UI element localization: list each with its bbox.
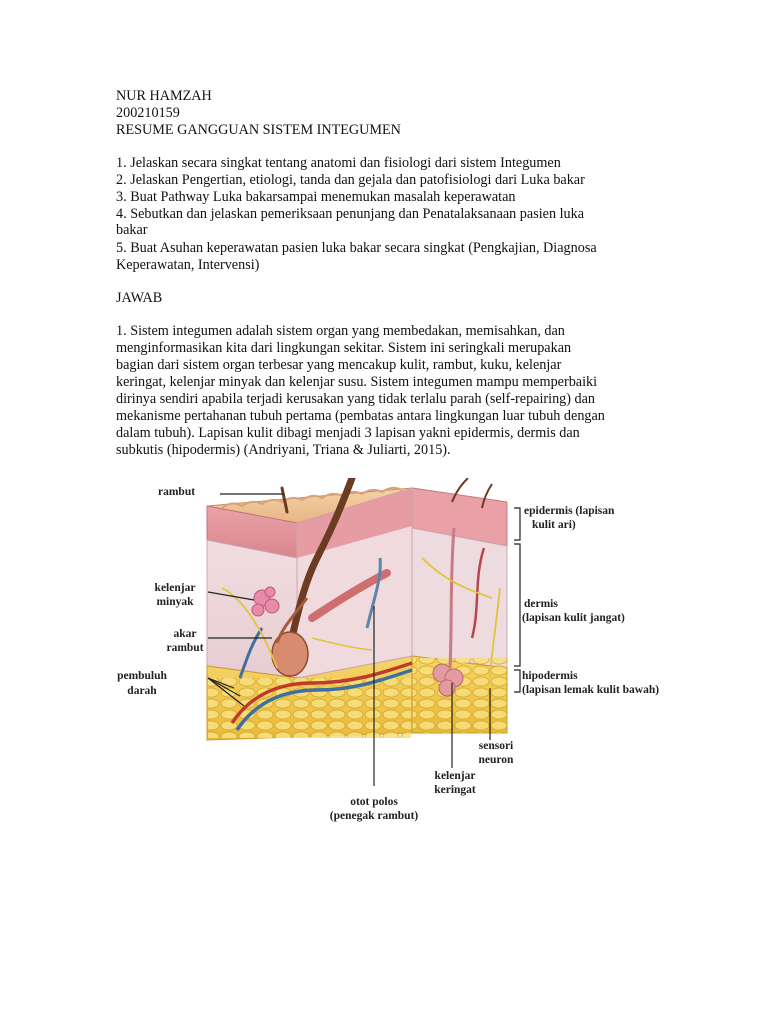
answer-line: mekanisme pertahanan tubuh pertama (pembatas antara lingkungan luar tubuh dengan [116, 408, 605, 424]
answer-line: menginformasikan kita dari lingkungan sekitar. Sistem ini seringkali merupakan [116, 340, 572, 356]
label-hipodermis-1: hipodermis [522, 670, 578, 682]
label-akar-rambut-2: rambut [166, 642, 204, 654]
document-title: RESUME GANGGUAN SISTEM INTEGUMEN [116, 122, 401, 138]
question-line: 4. Sebutkan dan jelaskan pemeriksaan penunjang dan Penatalaksanaan pasien luka [116, 206, 585, 222]
student-id: 200210159 [116, 105, 180, 121]
answer-line: dirinya sendiri apabila terjadi kerusakan yang tidak terlalu parah (self-repairing) dan [116, 391, 596, 407]
question-line: 2. Jelaskan Pengertian, etiologi, tanda dan gejala dan patofisiologi dari Luka bakar [116, 172, 585, 188]
answer-line: keringat, kelenjar minyak dan kelenjar susu. Sistem integumen mampu memperbaiki [116, 374, 598, 390]
label-otot-polos-2: (penegak rambut) [329, 810, 419, 822]
label-hipodermis-2: (lapisan lemak kulit bawah) [522, 684, 660, 696]
skin-anatomy-figure [112, 478, 677, 828]
label-otot-polos-1: otot polos [350, 796, 398, 808]
label-epidermis-1: epidermis (lapisan [524, 505, 615, 517]
question-line: 1. Jelaskan secara singkat tentang anatomi dan fisiologi dari sistem Integumen [116, 155, 561, 171]
label-epidermis-2: kulit ari) [532, 519, 576, 531]
label-kelenjar-keringat-1: kelenjar [434, 770, 476, 782]
label-sensori-neuron-1: sensori [478, 740, 514, 752]
label-kelenjar-keringat-2: keringat [434, 784, 476, 796]
answer-line: dalam tubuh). Lapisan kulit dibagi menjadi 3 lapisan yakni epidermis, dermis dan [116, 425, 580, 441]
label-dermis-1: dermis [524, 598, 558, 610]
answer-line: 1. Sistem integumen adalah sistem organ yang membedakan, memisahkan, dan [116, 323, 565, 339]
question-line: Keperawatan, Intervensi) [116, 257, 260, 273]
label-sensori-neuron-2: neuron [478, 754, 514, 766]
label-pembuluh-darah-1: pembuluh [117, 670, 167, 682]
question-line: 5. Buat Asuhan keperawatan pasien luka bakar secara singkat (Pengkajian, Diagnosa [116, 240, 597, 256]
answer-line: bagian dari sistem organ terbesar yang mencakup kulit, rambut, kuku, kelenjar [116, 357, 562, 373]
answer-line: subkutis (hipodermis) (Andriyani, Triana & Juliarti, 2015). [116, 442, 451, 458]
question-line: bakar [116, 222, 148, 238]
label-akar-rambut-1: akar [173, 628, 197, 640]
label-kelenjar-minyak-2: minyak [156, 596, 194, 608]
label-pembuluh-darah-2: darah [127, 685, 157, 697]
label-kelenjar-minyak-1: kelenjar [154, 582, 196, 594]
label-rambut: rambut [158, 486, 196, 498]
question-line: 3. Buat Pathway Luka bakarsampai menemukan masalah keperawatan [116, 189, 516, 205]
answer-heading: JAWAB [116, 290, 163, 306]
label-dermis-2: (lapisan kulit jangat) [522, 612, 625, 624]
author-name: NUR HAMZAH [116, 88, 212, 104]
